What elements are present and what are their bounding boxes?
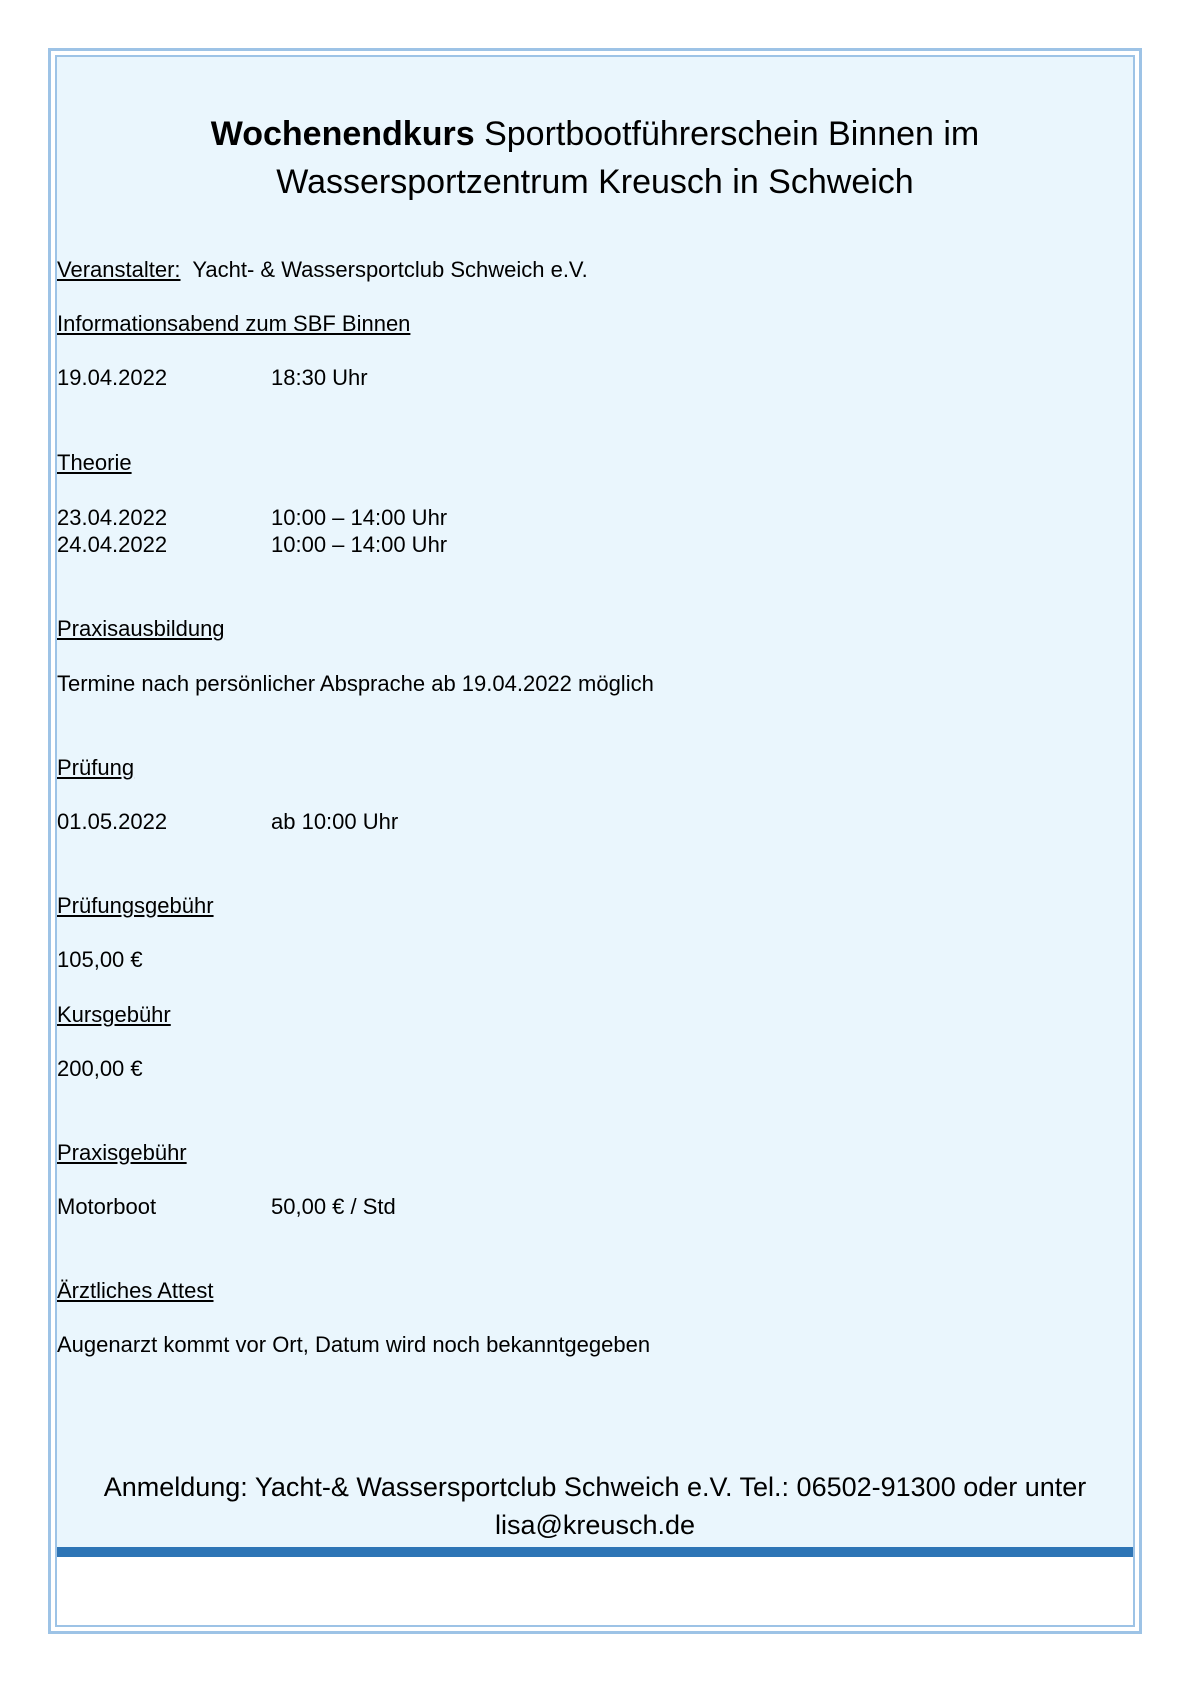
- page-title: [57, 110, 1133, 206]
- medical-heading: Ärztliches Attest: [57, 1278, 214, 1303]
- practice-fee-value: 50,00 € / Std: [271, 1194, 396, 1219]
- theory-date-2: 24.04.2022: [57, 532, 168, 557]
- exam-heading: Prüfung: [57, 755, 135, 780]
- info-evening-date: 19.04.2022: [57, 365, 168, 390]
- theory-time-2: 10:00 – 14:00 Uhr: [271, 532, 448, 557]
- practice-heading: Praxisausbildung: [57, 616, 225, 641]
- exam-fee-heading: Prüfungsgebühr: [57, 893, 214, 918]
- exam-fee-value: 105,00 €: [57, 947, 143, 972]
- title-line2: Wassersportzentrum Kreusch in Schweich: [276, 163, 914, 201]
- practice-text: Termine nach persönlicher Absprache ab 19.04.2022 möglich: [57, 671, 654, 696]
- exam-time: ab 10:00 Uhr: [271, 809, 399, 834]
- info-evening-heading: Informationsabend zum SBF Binnen: [57, 311, 411, 336]
- title-line1: Sportbootführerschein Binnen im: [474, 115, 980, 153]
- exam-date: 01.05.2022: [57, 809, 168, 834]
- theory-time-1: 10:00 – 14:00 Uhr: [271, 505, 448, 530]
- practice-fee-heading: Praxisgebühr: [57, 1140, 187, 1165]
- registration-info: [57, 1468, 1133, 1544]
- footer-divider: [57, 1547, 1133, 1557]
- organizer-label: Veranstalter:: [57, 257, 181, 282]
- registration-line1: Anmeldung: Yacht-& Wassersportclub Schweich e.V. Tel.: 06502-91300 oder unter: [103, 1472, 1087, 1502]
- organizer-line: [57, 256, 588, 284]
- info-evening-time: 18:30 Uhr: [271, 365, 368, 390]
- course-fee-value: 200,00 €: [57, 1056, 143, 1081]
- organizer-value: Yacht- & Wassersportclub Schweich e.V.: [192, 257, 588, 282]
- registration-email: lisa@kreusch.de: [495, 1510, 695, 1540]
- practice-fee-label: Motorboot: [57, 1194, 157, 1219]
- medical-text: Augenarzt kommt vor Ort, Datum wird noch bekanntgegeben: [57, 1332, 651, 1357]
- title-bold: Wochenendkurs: [210, 115, 475, 153]
- theory-date-1: 23.04.2022: [57, 505, 168, 530]
- course-fee-heading: Kursgebühr: [57, 1002, 171, 1027]
- theory-heading: Theorie: [57, 450, 132, 475]
